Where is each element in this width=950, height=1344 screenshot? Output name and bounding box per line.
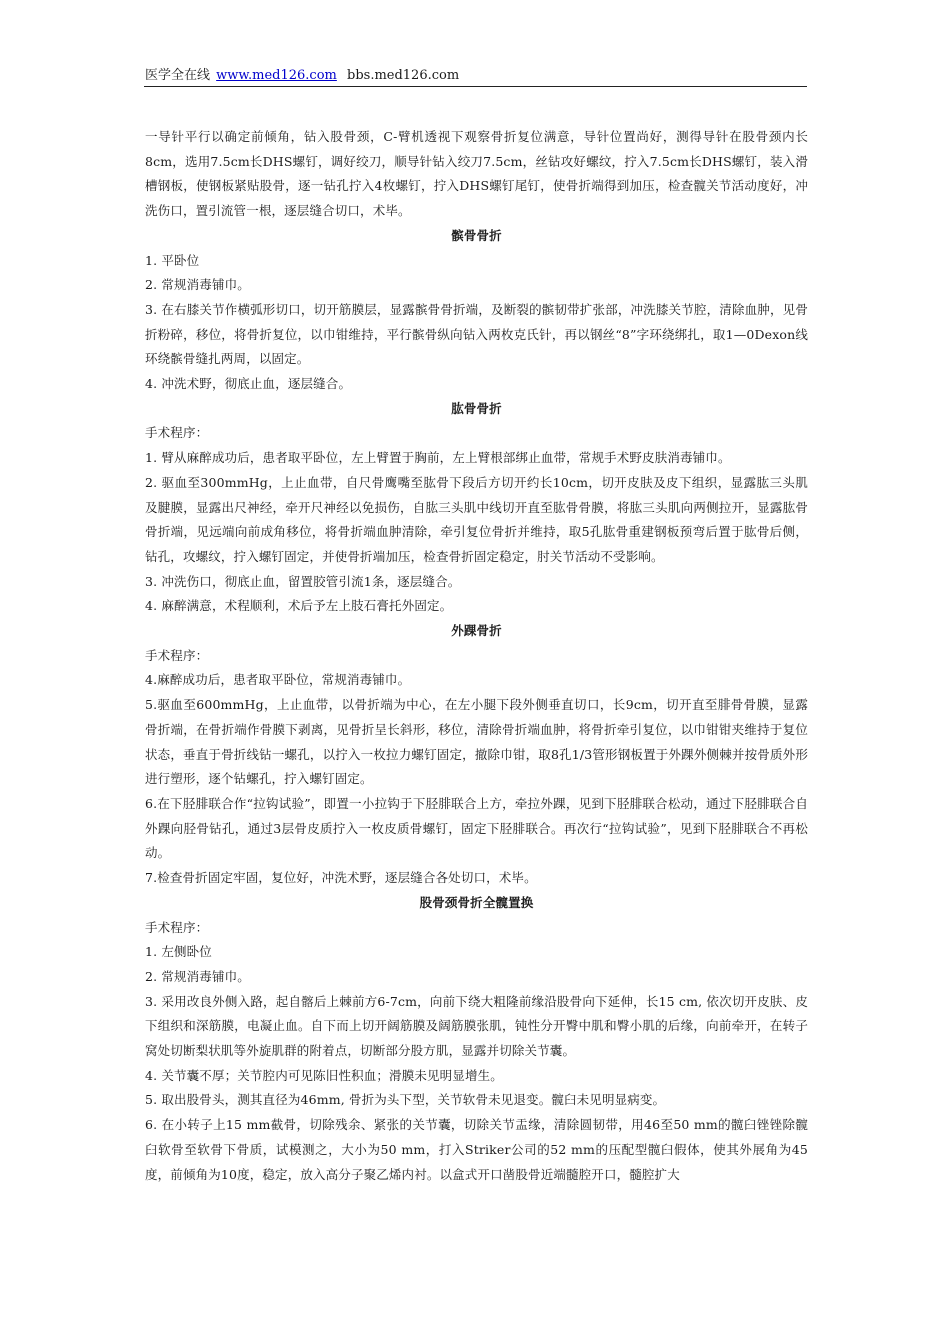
paragraph: 手术程序：	[145, 425, 209, 441]
paragraph: 2. 常规消毒铺巾。	[145, 277, 250, 293]
paragraph: 1. 平卧位	[145, 252, 200, 268]
section-heading: 股骨颈骨折全髋置换	[419, 894, 534, 910]
paragraph: 3. 冲洗伤口，彻底止血，留置胶管引流1条，逐层缝合。	[145, 573, 461, 589]
paragraph: 6. 在小转子上15 mm截骨，切除残余、紧张的关节囊，切除关节盂缘，清除圆韧带，用46至50 mm的髋臼锉锉除髋臼软骨至软骨下骨质，试模测之，大小为50 mm，打入Striker公司的52 mm的压配型髋臼假体，使其外展角为45度，前倾角为10度，稳定，放入高分子聚乙烯内衬。以盒式开口凿股骨近端髓腔开口，髓腔扩大	[145, 1117, 808, 1182]
paragraph: 4.麻醉成功后，患者取平卧位，常规消毒铺巾。	[145, 672, 411, 688]
paragraph: 一导针平行以确定前倾角，钻入股骨颈，C-臂机透视下观察骨折复位满意，导针位置尚好，测得导针在股骨颈内长8cm，选用7.5cm长DHS螺钉，调好绞刀，顺导针钻入绞刀7.5cm，丝钻攻好螺纹，拧入7.5cm长DHS螺钉，装入滑槽钢板，使钢板紧贴股骨，逐一钻孔拧入4枚螺钉，拧入DHS螺钉尾钉，使骨折端得到加压，检查髋关节活动度好，冲洗伤口，置引流管一根，逐层缝合切口，术毕。	[145, 129, 808, 219]
paragraph: 2. 常规消毒铺巾。	[145, 968, 250, 984]
paragraph: 5. 取出股骨头，测其直径为46mm, 骨折为头下型，关节软骨未见退变。髋臼未见明显病变。	[145, 1092, 666, 1108]
paragraph: 3. 在右膝关节作横弧形切口，切开筋膜层，显露髌骨骨折端，及断裂的髌韧带扩张部，冲洗膝关节腔，清除血肿，见骨折粉碎，移位，将骨折复位，以巾钳维持，平行髌骨纵向钻入两枚克氏针，再以钢丝“8”字环绕绑扎，取1—0Dexon线环绕髌骨缝扎两周，以固定。	[145, 301, 808, 367]
page-header	[145, 66, 807, 86]
section-heading: 外踝骨折	[451, 623, 502, 639]
site-link[interactable]: www.med126.com	[216, 68, 337, 83]
paragraph: 3. 采用改良外侧入路，起自髂后上棘前方6-7cm，向前下绕大粗隆前缘沿股骨向下延伸，长15 cm, 依次切开皮肤、皮下组织和深筋膜，电凝止血。自下而上切开阔筋膜及阔筋膜张肌，钝性分开臀中肌和臀小肌的后缘，向前牵开，在转子窝处切断梨状肌等外旋肌群的附着点，切断部分股方肌，显露并切除关节囊。	[145, 993, 808, 1059]
paragraph: 2. 驱血至300mmHg，上止血带，自尺骨鹰嘴至肱骨下段后方切开约长10cm，切开皮肤及皮下组织，显露肱三头肌及腱膜，显露出尺神经，牵开尺神经以免损伤，自肱三头肌中线切开直至肱骨骨膜，将肱三头肌向两侧拉开，显露肱骨骨折端，见远端向前成角移位，将骨折端血肿清除，牵引复位骨折并维持，取5孔肱骨重建钢板预弯后置于肱骨后侧，钻孔，攻螺纹，拧入螺钉固定，并使骨折端加压，检查骨折固定稳定，肘关节活动不受影响。	[145, 474, 808, 564]
paragraph: 1. 左侧卧位	[145, 944, 212, 960]
paragraph: 1. 臂从麻醉成功后，患者取平卧位，左上臂置于胸前，左上臂根部绑止血带，常规手术野皮肤消毒铺巾。	[145, 450, 731, 466]
paragraph: 手术程序：	[145, 919, 209, 935]
paragraph: 5.驱血至600mmHg，上止血带，以骨折端为中心，在左小腿下段外侧垂直切口，长9cm，切开直至腓骨骨膜，显露骨折端，在骨折端作骨膜下剥离，见骨折呈长斜形，移位，清除骨折端血肿，将骨折牵引复位，以巾钳钳夹维持于复位状态，垂直于骨折线钻一螺孔，以拧入一枚拉力螺钉固定，撤除巾钳，取8孔1/3管形钢板置于外踝外侧棘并按骨质外形进行塑形，逐个钻螺孔，拧入螺钉固定。	[145, 697, 808, 787]
paragraph: 4. 关节囊不厚；关节腔内可见陈旧性积血；滑膜未见明显增生。	[145, 1067, 503, 1083]
paragraph: 4. 冲洗术野，彻底止血，逐层缝合。	[145, 376, 352, 392]
document-body	[145, 125, 808, 1187]
paragraph: 6.在下胫腓联合作“拉钩试验”，即置一小拉钩于下胫腓联合上方，牵拉外踝，见到下胫腓联合松动，通过下胫腓联合自外踝向胫骨钻孔，通过3层骨皮质拧入一枚皮质骨螺钉，固定下胫腓联合。再次行“拉钩试验”，见到下胫腓联合不再松动。	[145, 795, 808, 861]
bbs-address: bbs.med126.com	[347, 68, 460, 83]
paragraph: 4. 麻醉满意，术程顺利，术后予左上肢石膏托外固定。	[145, 598, 453, 614]
paragraph: 手术程序：	[145, 647, 209, 663]
paragraph: 7.检查骨折固定牢固，复位好，冲洗术野，逐层缝合各处切口，术毕。	[145, 870, 537, 886]
section-heading: 髌骨骨折	[451, 227, 502, 243]
site-name: 医学全在线	[145, 68, 211, 83]
header-rule	[144, 86, 807, 87]
section-heading: 肱骨骨折	[451, 400, 502, 416]
